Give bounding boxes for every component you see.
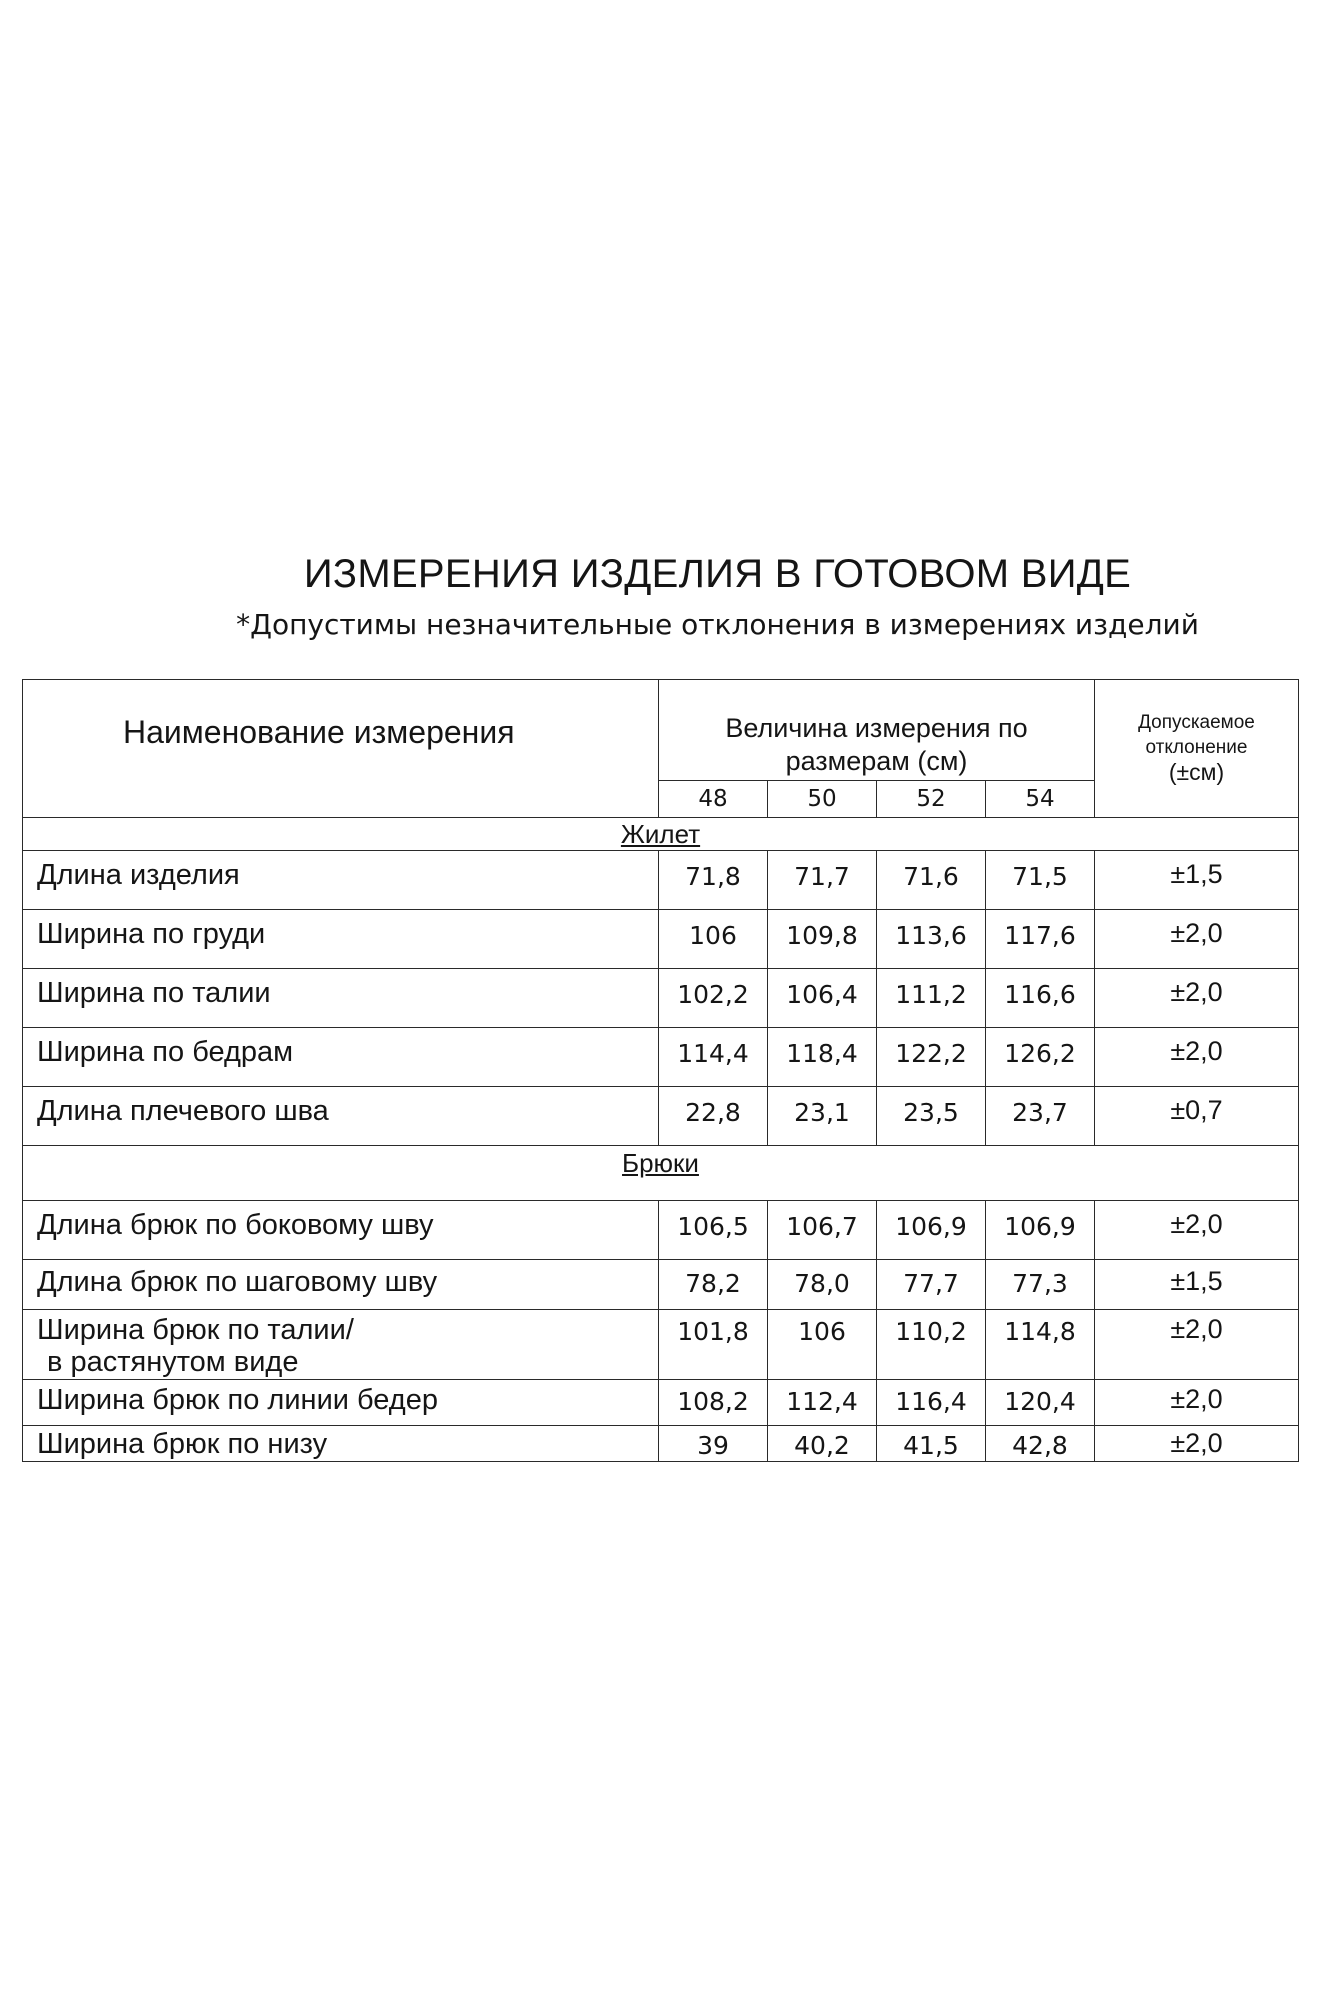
table-row	[23, 1426, 1299, 1462]
measurement-value: 71,5	[986, 851, 1095, 910]
measurement-value: 106,9	[877, 1201, 986, 1260]
measurement-value: 117,6	[986, 910, 1095, 969]
table-row	[23, 910, 1299, 969]
measurement-name: Длина брюк по боковому шву	[23, 1201, 659, 1260]
measurement-value: 126,2	[986, 1028, 1095, 1087]
measurement-name: Длина плечевого шва	[23, 1087, 659, 1146]
measurement-value: 106,9	[986, 1201, 1095, 1260]
measurement-tolerance: ±2,0	[1095, 910, 1299, 969]
measurement-name	[23, 1310, 659, 1380]
measurement-value: 118,4	[768, 1028, 877, 1087]
header-name: Наименование измерения	[23, 680, 659, 818]
measurement-tolerance: ±2,0	[1095, 1028, 1299, 1087]
measurement-value: 106,7	[768, 1201, 877, 1260]
measurement-name-line2: в растянутом виде	[47, 1346, 299, 1378]
measurement-value: 120,4	[986, 1380, 1095, 1426]
table-row	[23, 969, 1299, 1028]
size-header: 54	[986, 781, 1095, 818]
measurement-value: 71,7	[768, 851, 877, 910]
table-row	[23, 1201, 1299, 1260]
measurement-value: 78,0	[768, 1260, 877, 1310]
size-header: 48	[659, 781, 768, 818]
measurement-value: 106	[659, 910, 768, 969]
table-row	[23, 1087, 1299, 1146]
measurement-value: 23,1	[768, 1087, 877, 1146]
measurement-value: 77,7	[877, 1260, 986, 1310]
measurement-tolerance: ±2,0	[1095, 1380, 1299, 1426]
measurement-value: 106,5	[659, 1201, 768, 1260]
page-title: ИЗМЕРЕНИЯ ИЗДЕЛИЯ В ГОТОВОМ ВИДЕ	[303, 552, 1132, 596]
header-tolerance-line1: Допускаемое	[1138, 712, 1255, 733]
measurement-tolerance: ±1,5	[1095, 851, 1299, 910]
measurement-value: 122,2	[877, 1028, 986, 1087]
measurement-value: 71,6	[877, 851, 986, 910]
table-row	[23, 1260, 1299, 1310]
table-header-row	[23, 680, 1299, 781]
header-size-group-line2: размерам (см)	[785, 746, 968, 776]
measurement-value: 39	[659, 1426, 768, 1462]
measurement-value: 40,2	[768, 1426, 877, 1462]
measurement-value: 102,2	[659, 969, 768, 1028]
measurement-value: 111,2	[877, 969, 986, 1028]
measurement-value: 106	[768, 1310, 877, 1380]
section-title: Брюки	[622, 1148, 699, 1178]
header-tolerance-line3: (±см)	[1168, 759, 1225, 785]
measurement-value: 109,8	[768, 910, 877, 969]
measurement-name: Длина брюк по шаговому шву	[23, 1260, 659, 1310]
measurement-tolerance: ±2,0	[1095, 1426, 1299, 1462]
measurement-value: 110,2	[877, 1310, 986, 1380]
measurement-value: 78,2	[659, 1260, 768, 1310]
measurement-tolerance: ±2,0	[1095, 1201, 1299, 1260]
measurement-name: Ширина по бедрам	[23, 1028, 659, 1087]
measurement-tolerance: ±2,0	[1095, 969, 1299, 1028]
section-title: Жилет	[620, 819, 701, 849]
measurement-tolerance: ±1,5	[1095, 1260, 1299, 1310]
measurement-value: 112,4	[768, 1380, 877, 1426]
measurement-value: 23,5	[877, 1087, 986, 1146]
measurement-value: 41,5	[877, 1426, 986, 1462]
measurement-name: Ширина брюк по низу	[23, 1426, 659, 1462]
table-row	[23, 851, 1299, 910]
measurement-tolerance: ±2,0	[1095, 1310, 1299, 1380]
measurement-tolerance: ±0,7	[1095, 1087, 1299, 1146]
header-tolerance	[1095, 680, 1299, 818]
page-subtitle: *Допустимы незначительные отклонения в измерениях изделий	[236, 608, 1199, 641]
size-header: 50	[768, 781, 877, 818]
measurement-value: 71,8	[659, 851, 768, 910]
measurements-table	[22, 679, 1299, 1462]
measurement-value: 101,8	[659, 1310, 768, 1380]
section-row-trousers	[23, 1146, 1299, 1201]
table-row	[23, 1028, 1299, 1087]
measurement-value: 77,3	[986, 1260, 1095, 1310]
measurement-value: 116,6	[986, 969, 1095, 1028]
measurement-value: 23,7	[986, 1087, 1095, 1146]
measurement-value: 42,8	[986, 1426, 1095, 1462]
measurement-name: Ширина по талии	[23, 969, 659, 1028]
header-size-group-line1: Величина измерения по	[725, 713, 1028, 743]
header-size-group	[659, 680, 1095, 781]
measurement-value: 106,4	[768, 969, 877, 1028]
section-row-vest	[23, 818, 1299, 851]
table-row	[23, 1310, 1299, 1380]
measurement-name: Ширина брюк по линии бедер	[23, 1380, 659, 1426]
measurement-value: 22,8	[659, 1087, 768, 1146]
header-tolerance-line2: отклонение	[1145, 737, 1248, 758]
measurement-value: 116,4	[877, 1380, 986, 1426]
table-row	[23, 1380, 1299, 1426]
measurement-value: 114,8	[986, 1310, 1095, 1380]
measurement-value: 108,2	[659, 1380, 768, 1426]
measurement-name-line1: Ширина брюк по талии/	[37, 1314, 354, 1346]
measurement-name: Ширина по груди	[23, 910, 659, 969]
size-header: 52	[877, 781, 986, 818]
measurement-value: 113,6	[877, 910, 986, 969]
measurement-name: Длина изделия	[23, 851, 659, 910]
measurement-value: 114,4	[659, 1028, 768, 1087]
